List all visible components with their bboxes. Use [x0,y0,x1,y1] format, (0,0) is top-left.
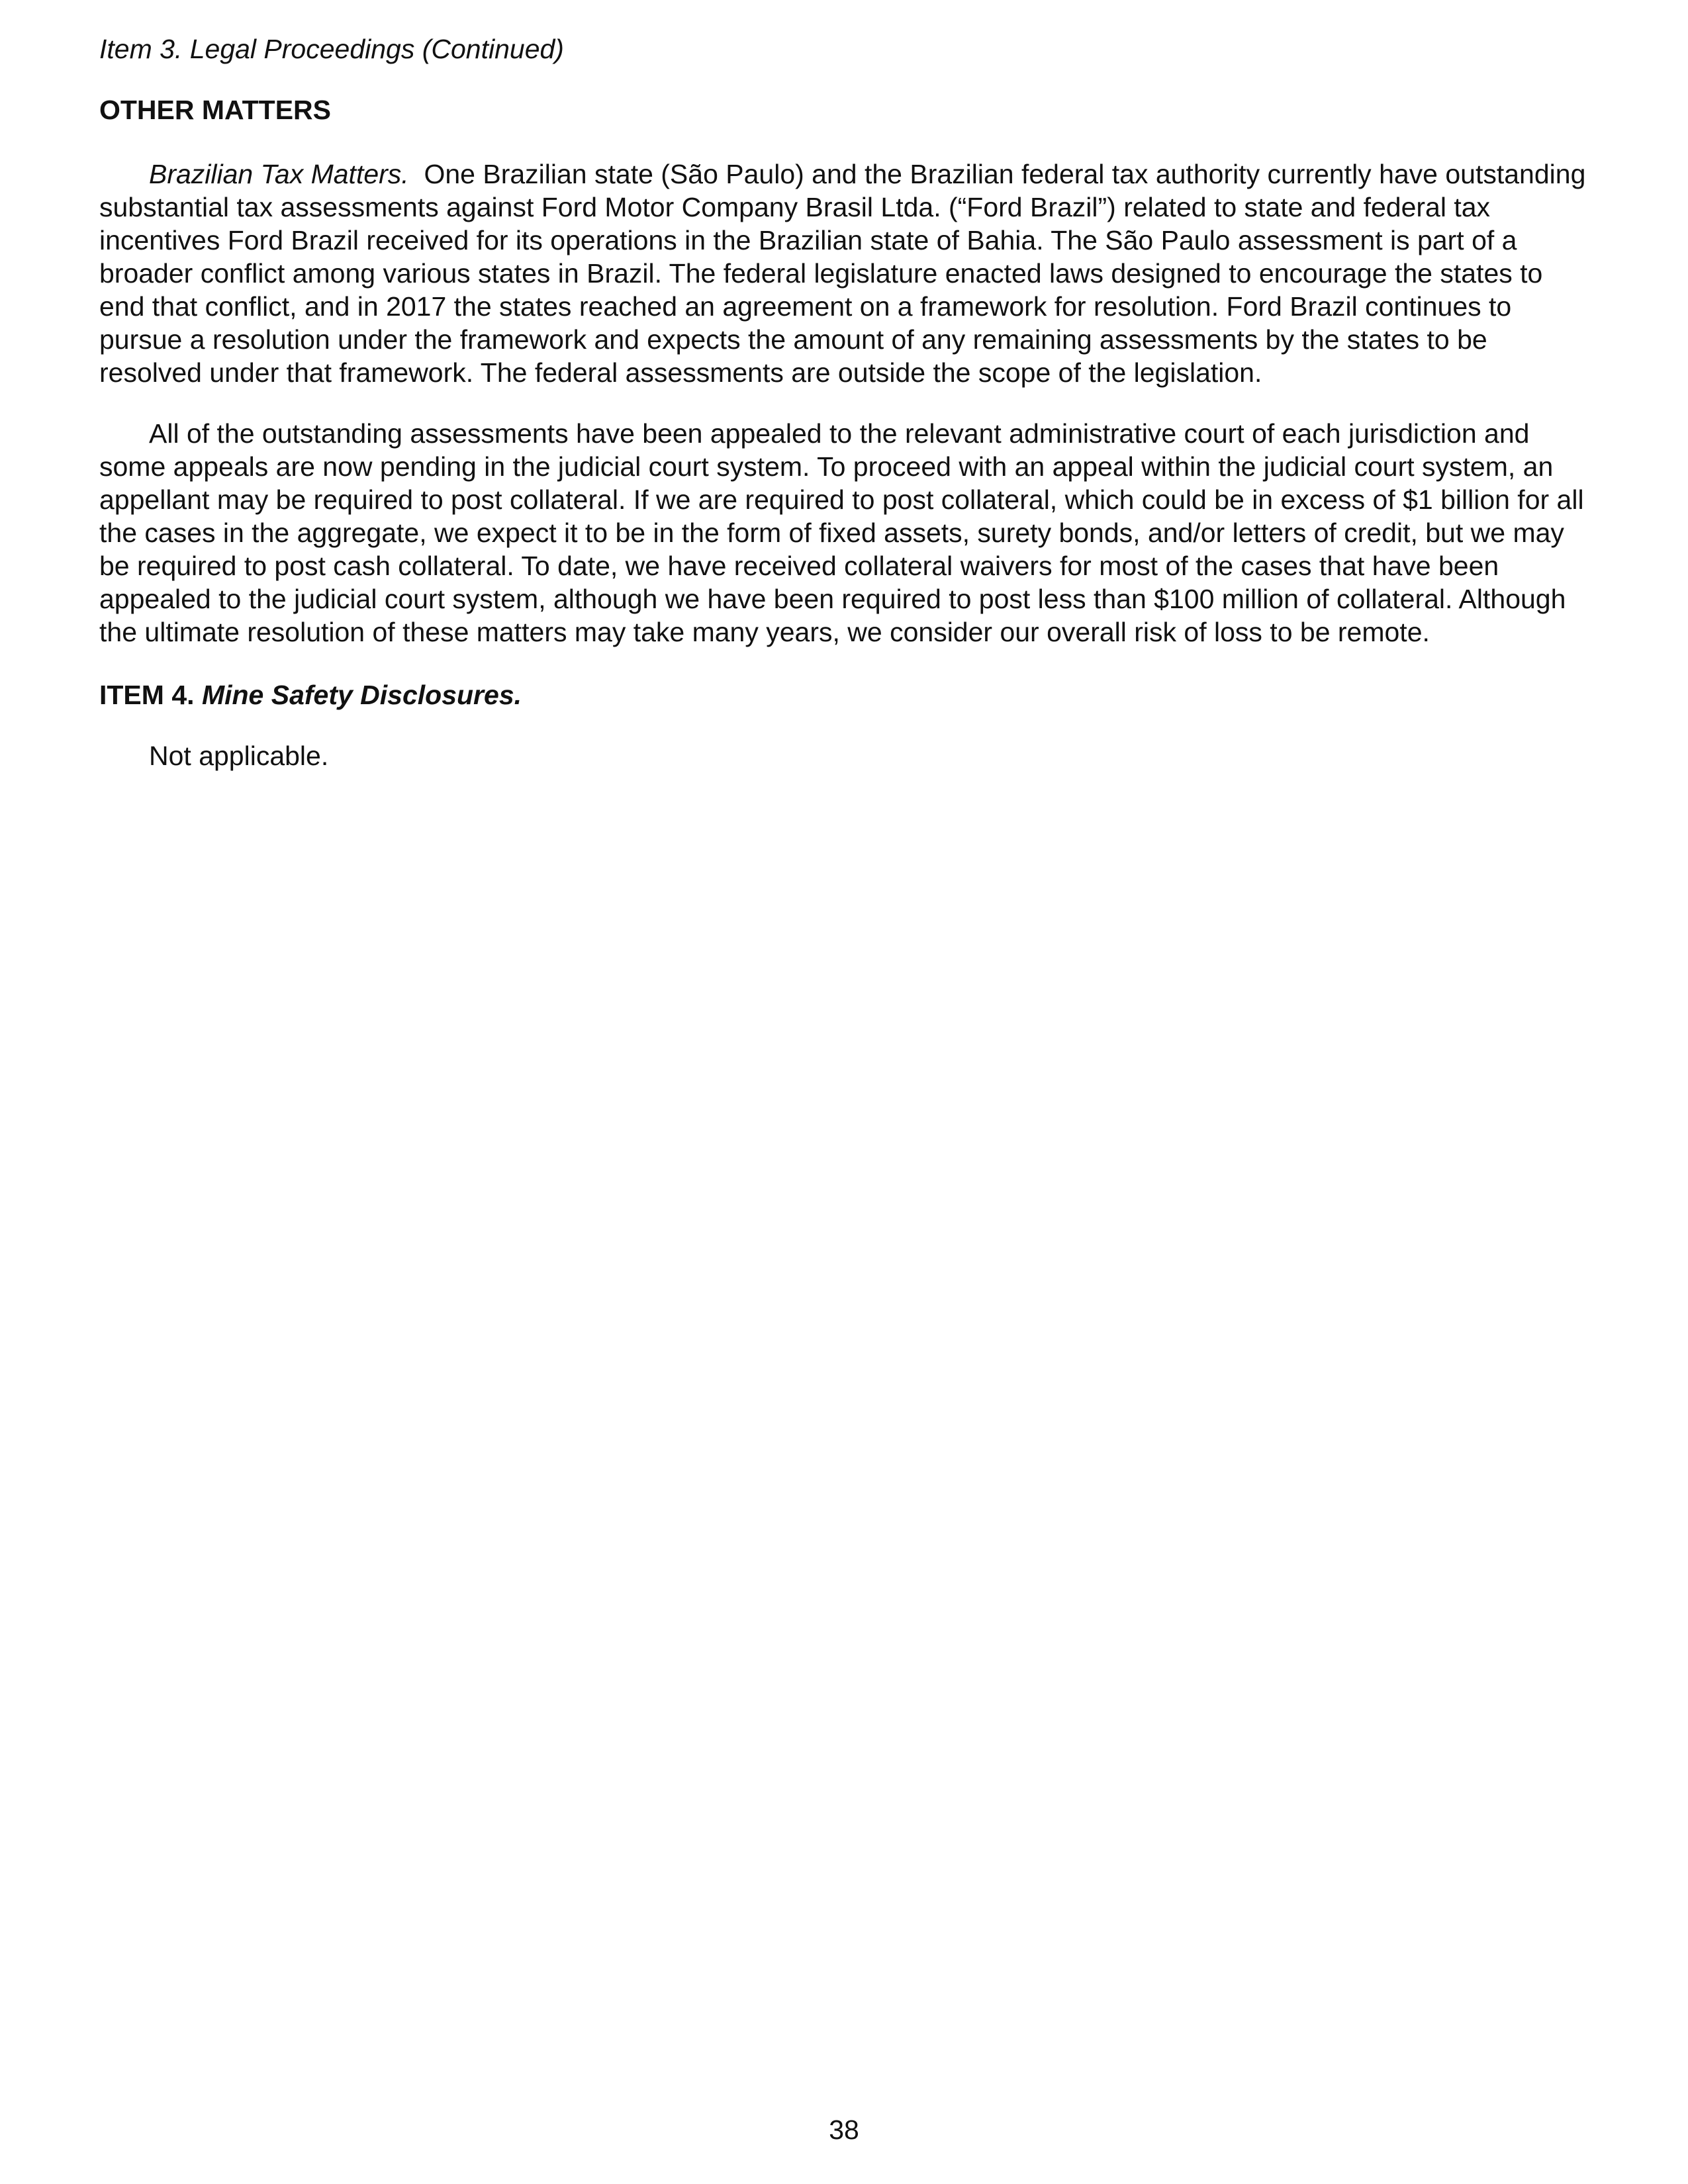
item-4-number: ITEM 4. [99,680,195,710]
item-4-title: Mine Safety Disclosures. [201,680,522,710]
paragraph-brazilian-tax-matters [99,158,1589,389]
page-number: 38 [829,2115,859,2145]
item-4-heading [99,675,1589,715]
paragraph-lead-in: Brazilian Tax Matters. [149,159,409,189]
running-header: Item 3. Legal Proceedings (Continued) [99,34,564,64]
paragraph-outstanding-assessments: All of the outstanding assessments have been appealed to the relevant administrative court of each jurisdiction and some appeals are now pending in the judicial court system. To proceed with an appeal within the judicial court system, an appellant may be required to post collateral. If we are required to post collateral, which could be in excess of $1 billion for all the cases in the aggregate, we expect it to be in the form of fixed assets, surety bonds, and/or letters of credit, but we may be required to post cash collateral. To date, we have received collateral waivers for most of the cases that have been appealed to the judicial court system, although we have been required to post less than $100 million of collateral. Although the ultimate resolution of these matters may take many years, we consider our overall risk of loss to be remote. [99,418,1584,647]
document-page [99,29,1589,776]
item-4-body: Not applicable. [149,741,329,771]
section-heading-other-matters: OTHER MATTERS [99,95,332,125]
paragraph-body: One Brazilian state (São Paulo) and the Brazilian federal tax authority currently have outstanding substantial tax assessments against Ford Motor Company Brasil Ltda. (“Ford Brazil”) related to state and federal tax incentives Ford Brazil received for its operations in the Brazilian state of Bahia. The São Paulo assessment is part of a broader conflict among various states in Brazil. The federal legislature enacted laws designed to encourage the states to end that conflict, and in 2017 the states reached an agreement on a framework for resolution. Ford Brazil continues to pursue a resolution under the framework and expects the amount of any remaining assessments by the states to be resolved under that framework. The federal assessments are outside the scope of the legislation. [99,159,1586,388]
